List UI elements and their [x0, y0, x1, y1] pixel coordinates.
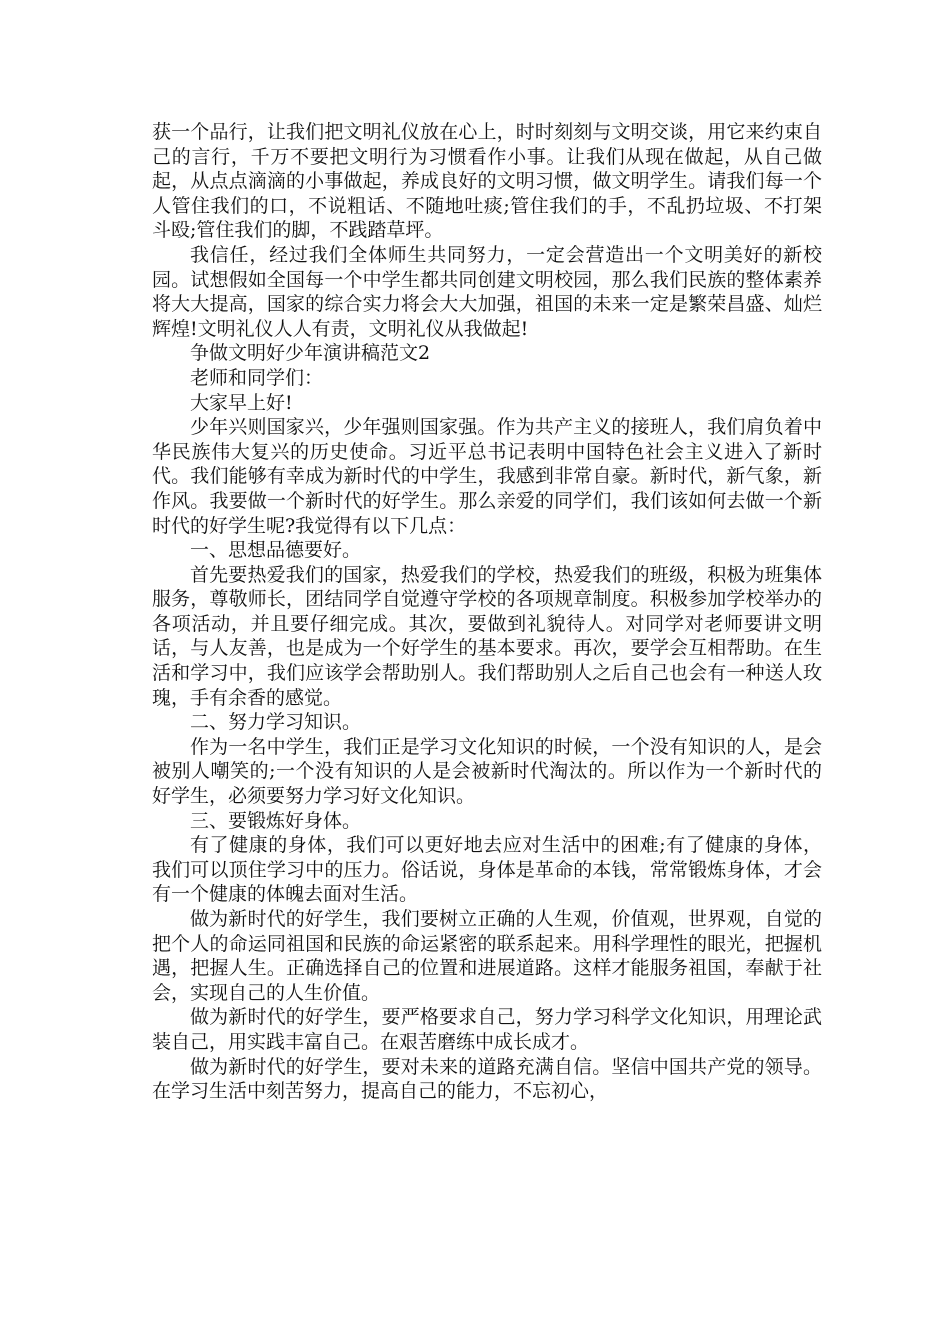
paragraph-values: 做为新时代的好学生，我们要树立正确的人生观，价值观，世界观，自觉的把个人的命运同祖国和民族的命运紧密的联系起来。用科学理性的眼光，把握机遇，把握人生。正确选择自己的位置和进展道路。这样才能服务祖国，奉献于社会，实现自己的人生价值。: [152, 908, 822, 1004]
paragraph-2: 我信任，经过我们全体师生共同努力，一定会营造出一个文明美好的新校园。试想假如全国每一个中学生都共同创建文明校园，那么我们民族的整体素养将大大提高，国家的综合实力将会大大加强，祖国的未来一定是繁荣昌盛、灿烂辉煌!文明礼仪人人有责，文明礼仪从我做起!: [152, 243, 822, 340]
point-heading-3: 三、要锻炼好身体。: [190, 809, 362, 832]
point-heading-2: 二、努力学习知识。: [190, 711, 362, 734]
greeting: 大家早上好!: [190, 391, 293, 414]
point-heading-1: 一、思想品德要好。: [190, 539, 362, 562]
document-page: [152, 120, 822, 1104]
paragraph-point-2: 作为一名中学生，我们正是学习文化知识的时候，一个没有知识的人，是会被别人嘲笑的;一个没有知识的人是会被新时代淘汰的。所以作为一个新时代的好学生，必须要努力学习好文化知识。: [152, 735, 822, 808]
section-title: 争做文明好少年演讲稿范文2: [190, 342, 431, 365]
salutation: 老师和同学们：: [190, 366, 324, 389]
paragraph-point-3: 有了健康的身体，我们可以更好地去应对生活中的困难;有了健康的身体，我们可以顶住学习中的压力。俗话说，身体是革命的本钱，常常锻炼身体，才会有一个健康的体魄去面对生活。: [152, 834, 822, 906]
paragraph-confidence: 做为新时代的好学生，要对未来的道路充满自信。坚信中国共产党的领导。在学习生活中刻苦努力，提高自己的能力，不忘初心，: [152, 1055, 822, 1103]
paragraph-point-1: 首先要热爱我们的国家，热爱我们的学校，热爱我们的班级，积极为班集体服务，尊敬师长，团结同学自觉遵守学校的各项规章制度。积极参加学校举办的各项活动，并且要仔细完成。其次，要做到礼貌待人。对同学对老师要讲文明话，与人友善，也是成为一个好学生的基本要求。再次，要学会互相帮助。在生活和学习中，我们应该学会帮助别人。我们帮助别人之后自己也会有一种送人玫瑰，手有余香的感觉。: [152, 563, 822, 709]
paragraph-discipline: 做为新时代的好学生，要严格要求自己，努力学习科学文化知识，用理论武装自己，用实践丰富自己。在艰苦磨练中成长成才。: [152, 1006, 822, 1053]
paragraph-1: 获一个品行，让我们把文明礼仪放在心上，时时刻刻与文明交谈，用它来约束自己的言行，千万不要把文明行为习惯看作小事。让我们从现在做起，从自己做起，从点点滴滴的小事做起，养成良好的文明习惯，做文明学生。请我们每一个人管住我们的口，不说粗话、不随地吐痰;管住我们的手，不乱扔垃圾、不打架斗殴;管住我们的脚，不践踏草坪。: [152, 121, 822, 242]
paragraph-intro: 少年兴则国家兴，少年强则国家强。作为共产主义的接班人，我们肩负着中华民族伟大复兴的历史使命。习近平总书记表明中国特色社会主义进入了新时代。我们能够有幸成为新时代的中学生，我感到非常自豪。新时代，新气象，新作风。我要做一个新时代的好学生。那么亲爱的同学们，我们该如何去做一个新时代的好学生呢?我觉得有以下几点：: [152, 416, 822, 537]
